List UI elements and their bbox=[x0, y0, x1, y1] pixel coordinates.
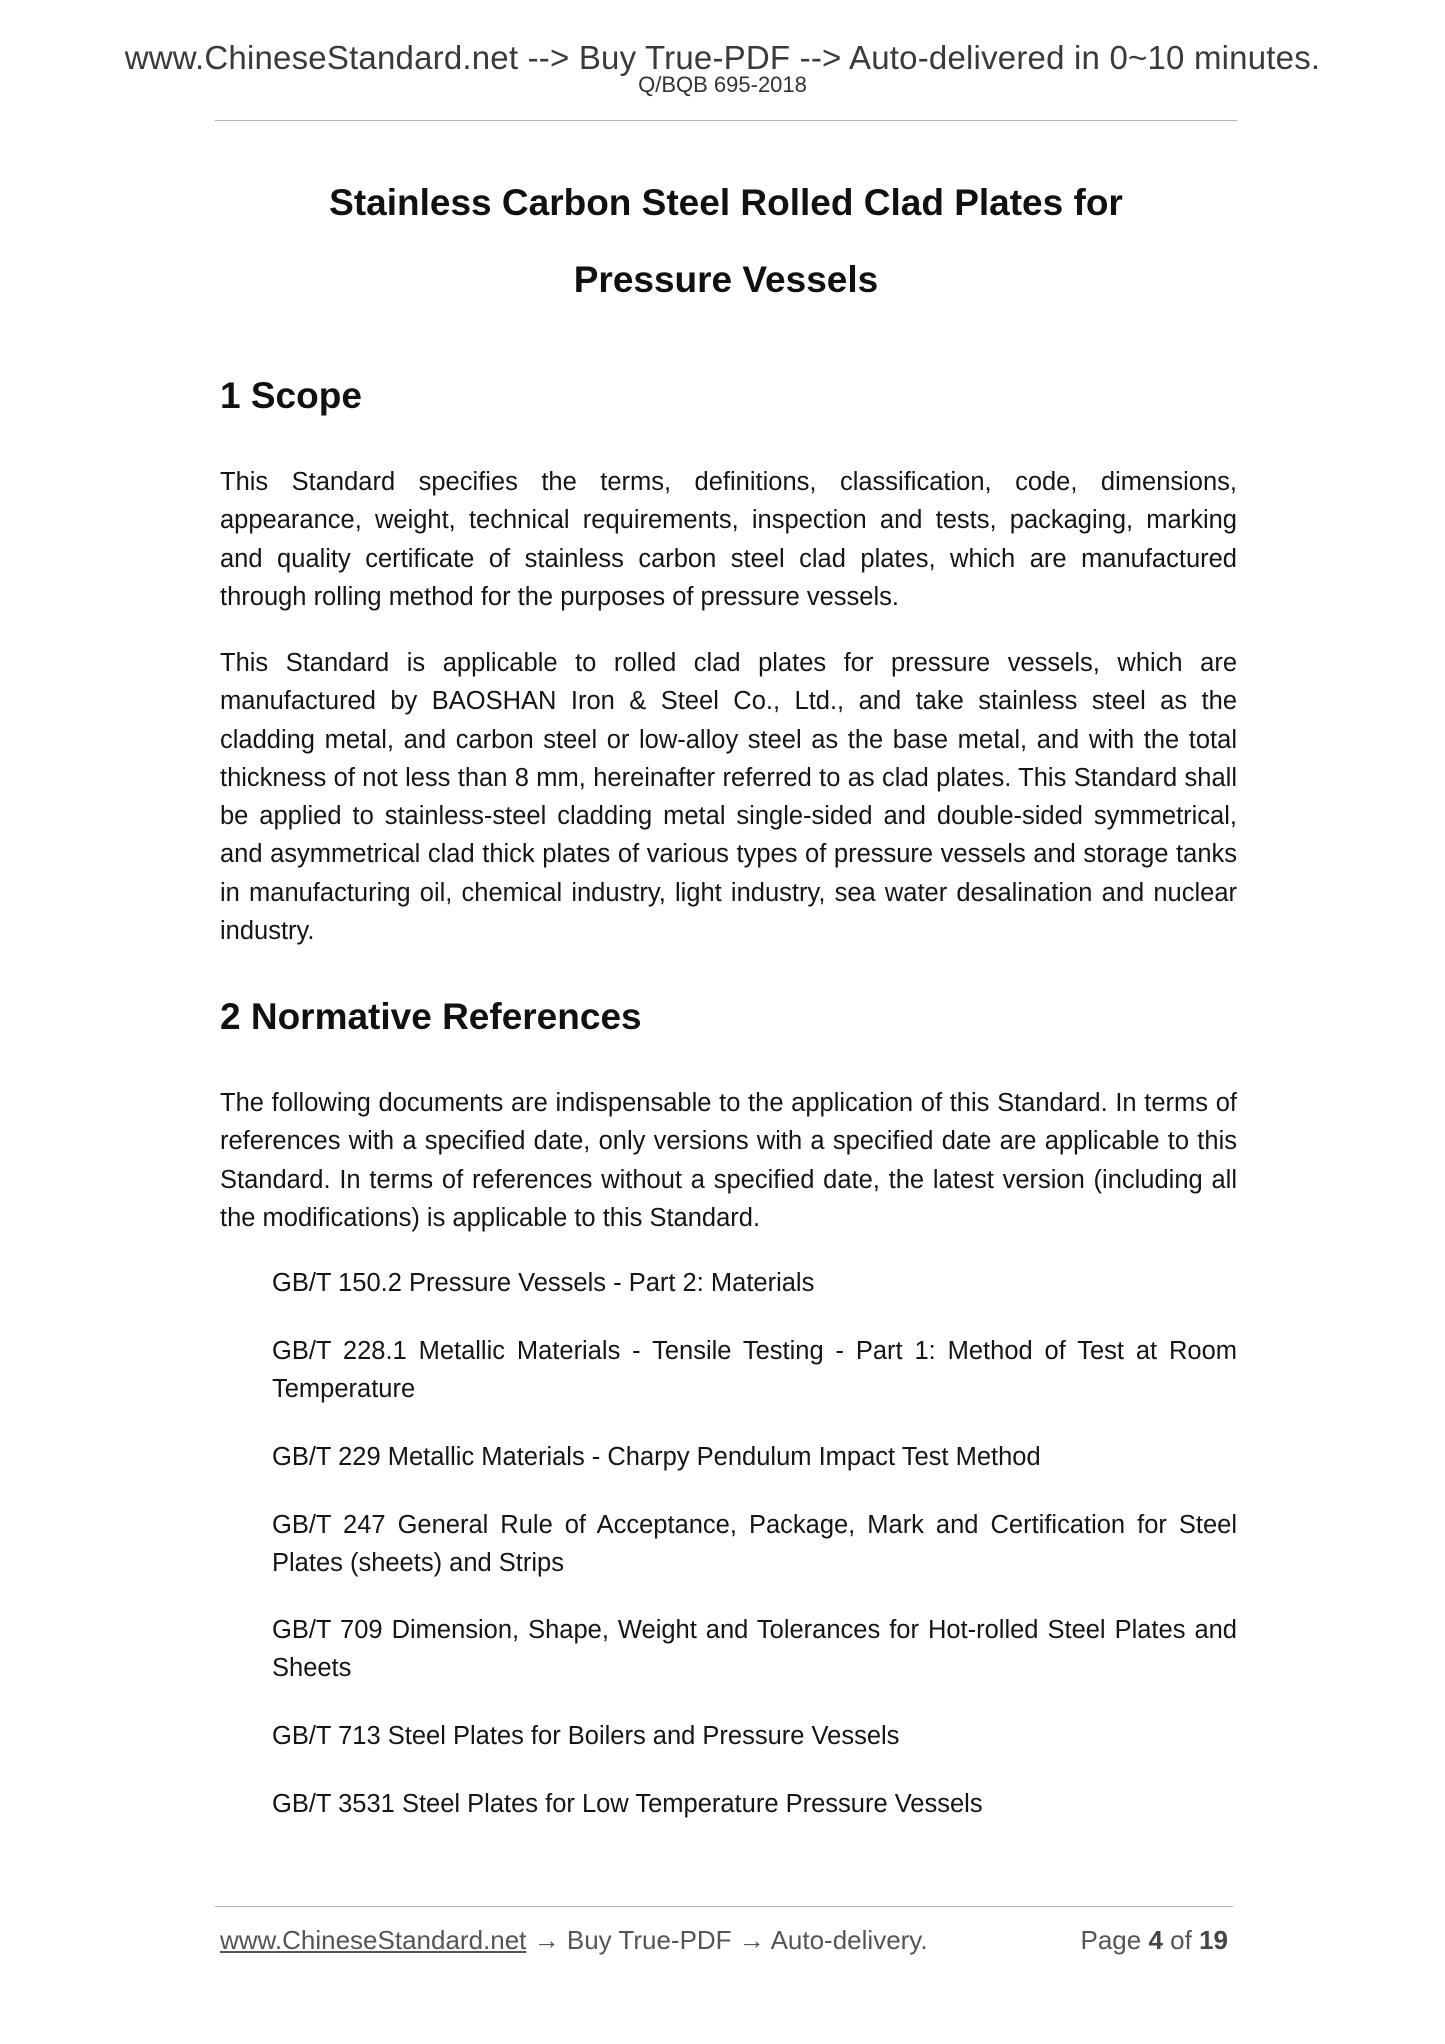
reference-item: GB/T 228.1 Metallic Materials - Tensile Testing - Part 1: Method of Test at Room Temperature bbox=[272, 1337, 1237, 1404]
scope-paragraph-2: This Standard is applicable to rolled clad plates for pressure vessels, which are manufactured by BAOSHAN Iron & Steel Co., Ltd., and take stainless steel as the cladding metal, and carbon steel or low-alloy steel as the base metal, and with the total thickness of not less than 8 mm, hereinafter referred to as clad plates. This Standard shall be applied to stainless-steel cladding metal single-sided and double-sided symmetrical, and asymmetrical clad thick plates of various types of pressure vessels and storage tanks in manufacturing oil, chemical industry, light industry, sea water desalination and nuclear industry. bbox=[220, 649, 1237, 946]
reference-item: GB/T 229 Metallic Materials - Charpy Pendulum Impact Test Method bbox=[272, 1443, 1041, 1471]
total-page-count: 19 bbox=[1199, 1925, 1228, 1955]
page-label: Page bbox=[1080, 1925, 1142, 1955]
footer-left bbox=[220, 1924, 928, 1956]
current-page-number: 4 bbox=[1148, 1925, 1163, 1955]
top-banner: www.ChineseStandard.net --> Buy True-PDF --> Auto-delivered in 0~10 minutes. bbox=[124, 39, 1321, 76]
references-intro-paragraph: The following documents are indispensable to the application of this Standard. In terms of references with a specified date, only versions with a specified date are applicable to this Standard. In terms of references without a specified date, the latest version (including all the modifications) is applicable to this Standard. bbox=[220, 1089, 1237, 1232]
footer-tagline: → Buy True-PDF → Auto-delivery. bbox=[526, 1925, 928, 1955]
document-title-line2: Pressure Vessels bbox=[573, 259, 879, 300]
document-code: Q/BQB 695-2018 bbox=[638, 72, 807, 97]
reference-item: GB/T 3531 Steel Plates for Low Temperature Pressure Vessels bbox=[272, 1790, 983, 1818]
page-indicator bbox=[1080, 1924, 1228, 1956]
reference-item: GB/T 247 General Rule of Acceptance, Package, Mark and Certification for Steel Plates (sheets) and Strips bbox=[272, 1511, 1237, 1578]
section-heading-normative-references: 2 Normative References bbox=[220, 996, 642, 1037]
footer-site-link[interactable]: www.ChineseStandard.net bbox=[220, 1925, 527, 1955]
document-title-line1: Stainless Carbon Steel Rolled Clad Plates for bbox=[329, 182, 1123, 223]
reference-item: GB/T 713 Steel Plates for Boilers and Pressure Vessels bbox=[272, 1722, 900, 1750]
page-of-label: of bbox=[1170, 1925, 1192, 1955]
reference-item: GB/T 150.2 Pressure Vessels - Part 2: Materials bbox=[272, 1269, 815, 1297]
scope-paragraph-1: This Standard specifies the terms, definitions, classification, code, dimensions, appearance, weight, technical requirements, inspection and tests, packaging, marking and quality certificate of stainless carbon steel clad plates, which are manufactured through rolling method for the purposes of pressure vessels. bbox=[220, 468, 1237, 611]
section-heading-scope: 1 Scope bbox=[220, 375, 362, 416]
reference-item: GB/T 709 Dimension, Shape, Weight and Tolerances for Hot-rolled Steel Plates and Sheets bbox=[272, 1616, 1237, 1683]
header-divider bbox=[215, 120, 1237, 121]
footer-divider bbox=[215, 1906, 1233, 1907]
